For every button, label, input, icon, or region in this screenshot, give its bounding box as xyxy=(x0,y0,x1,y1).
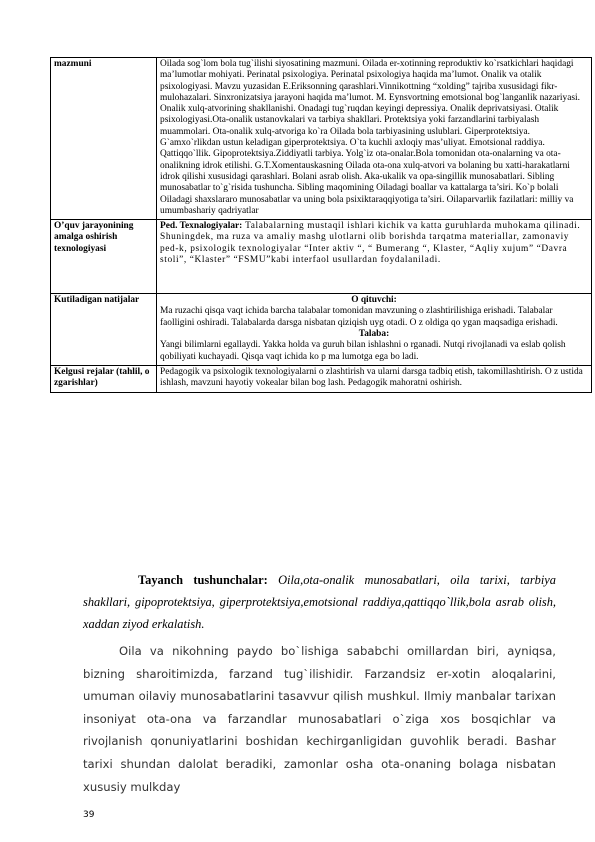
page-number: 39 xyxy=(83,810,95,820)
table-row xyxy=(51,58,592,220)
table-row xyxy=(51,220,592,294)
technology-text: Talabalarning mustaqil ishlari kichik va katta guruhlarda muhokama qilinadi. Shuningdek, ma ruza va amaliy mashg ulotlarni olib borishda tarqatma materiallar, zamonaviy ped-k, psixologik texnologiyalar “Inter aktiv “, “ Bumerang “, Klaster, “Aqliy xujum” “Davra stoli”, “Klaster” “FSMU”kabi interfaol usullardan foydalaniladi. xyxy=(160,221,581,266)
row-label-content: mazmuni xyxy=(51,58,157,220)
row-label-plans: Kelgusi rejalar (tahlil, o zgarishlar) xyxy=(51,365,157,392)
student-text: Yangi bilimlarni egallaydi. Yakka holda va guruh bilan ishlashni o rganadi. Nutqi rivojlanadi va eslab qolish qobiliyati kuchayadi. Qisqa vaqt ichida ko p ma lumotga ega bo ladi. xyxy=(160,340,566,362)
body-paragraph-text: Oila va nikohning paydo bo`lishiga sababchi omillardan biri, ayniqsa, bizning sharoitimizda, farzand tug`ilishidir. Farzandsiz er-xotin aloqalarini, umuman oilaviy munosabatlarini tasavvur qilish mushkul. Ilmiy manbalar tarixan insoniyat ota-ona va farzandlar munosabatlari o`ziga xos bosqichlar va rivojlanish qonuniyatlarini boshidan kechirganligidan guvohlik beradi. Bashar tarixi shundan dalolat beradiki, zamonlar osha ota-onaning bolaga nisbatan xususiy mulkday xyxy=(83,644,556,794)
table-row xyxy=(51,294,592,366)
row-content-topics: Oilada sog`lom bola tug`ilishi siyosatining mazmuni. Oilada er-xotinning reproduktiv ko`rsatkichlari haqidagi ma’lumotlar mohiyati. Perinatal psixologiya. Perinatal psixologiya haqida ma’lumot. Onalik va otalik psixologiyasi. Mavzu yuzasidan E.Eriksonning qarashlari.Vinnikottning “xolding” tajriba xususidagi fikr-mulohazalari. Sinxronizatsiya jarayoni haqida ma’lumot. M. Eynsvortning emotsional bog`langanlik nazariyasi. Onalik xulq-atvorining shakllanishi. Onadagi tug`ruqdan keyingi depressiya. Onalik deprivatsiyasi. Otalik psixologiyasi.Ota-onalik ustanovkalari va tarbiya shakllari. Protektsiya yoki farzandlarini tarbiyalash muammolari. Ota-onalik xulq-atvoriga ko`ra Oilada bola tarbiyasining uslublari. Giperprotektsiya. G`amxo`rlikdan ustun keladigan giperprotektsiya. O`ta kuchli axloqiy mas’uliyat. Emotsional raddiya. Qattiqqo`llik. Gipoprotektsiya.Ziddiyatli tarbiya. Yolg`iz ota-onalar.Bola tomonidan ota-onalarning va ota-onalikning idrok etilishi. G.T.Xomentauskasning Oilada ota-ona xulq-atvori va bolaning bu xatti-harakatlarni idrok qilishi xususidagi qarashlari. Bolani asrab olish. Aka-ukalik va opa-singillik munosabatlari. Sibling munosabatlar to`g`risida tushuncha. Sibling maqomining Oiladagi boallar va kattalarga ta’siri. Ko`p bolali Oiladagi shaxslararo munosabatlar va uning bola psixiktaraqqiyotiga ta’siri. Oilaparvarlik fazilatlari: milliy va umumbashariy qadriyatlar xyxy=(157,58,592,220)
row-content-technology xyxy=(157,220,592,294)
key-concepts xyxy=(83,569,556,635)
body-paragraph xyxy=(83,640,556,798)
row-label-technology: O’quv jarayonining amalga oshirish texnologiyasi xyxy=(51,220,157,294)
lesson-plan-table xyxy=(50,57,592,393)
table-row xyxy=(51,365,592,392)
teacher-text: Ma ruzachi qisqa vaqt ichida barcha talabalar tomonidan mavzuning o zlashtirilishiga erishadi. Talabalar faolligini oshiradi. Talabalarda darsga nisbatan qiziqish uyg otadi. O z oldiga qo ygan maqsadiga erishadi. xyxy=(160,306,558,328)
row-content-results xyxy=(157,294,592,366)
teacher-heading: O qituvchi: xyxy=(351,295,397,306)
row-label-results: Kutiladigan natijalar xyxy=(51,294,157,366)
technology-heading: Ped. Texnalogiyalar: xyxy=(160,221,243,232)
student-heading: Talaba: xyxy=(358,329,390,340)
row-content-plans: Pedagogik va psixologik texnologiyalarni o zlashtirish va ularni darsga tadbiq etish, takomillashtirish. O z ustida ishlash, mavzuni hayotiy vokealar bilan bog lash. Pedagogik mahoratni oshirish. xyxy=(157,365,592,392)
key-concepts-title: Tayanch tushunchalar: xyxy=(138,573,268,587)
key-concepts-text: Oila,ota-onalik munosabatlari, oila tarixi, tarbiya shakllari, gipoprotektsiya, giperprotektsiya,emotsional raddiya,qattiqqo`llik,bola asrab olish, xaddan ziyod erkalatish. xyxy=(83,573,556,631)
